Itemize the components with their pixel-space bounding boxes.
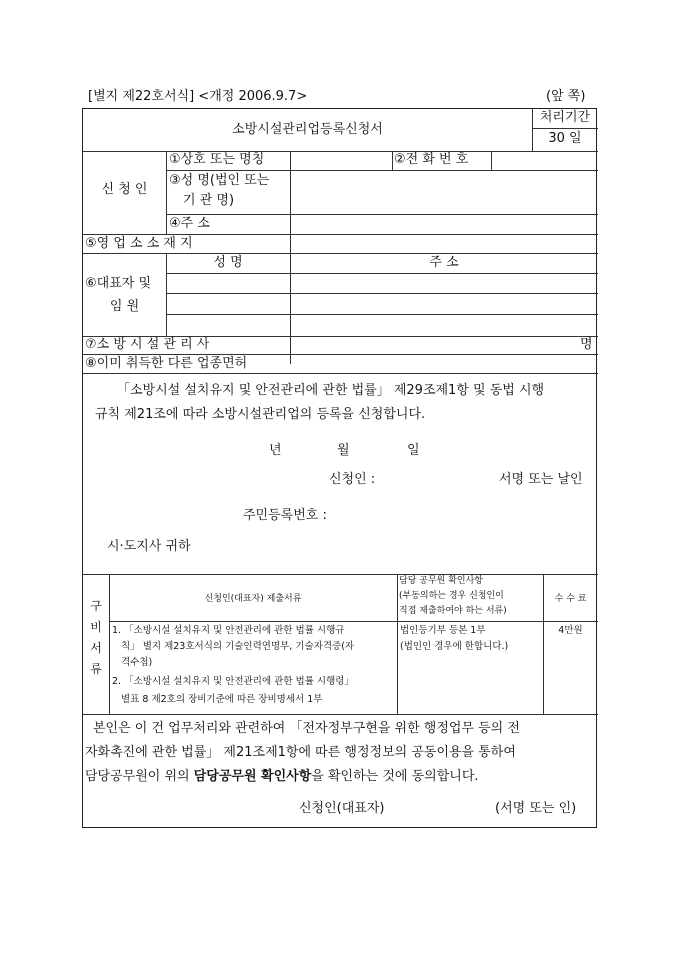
form-title: 소방시설관리업등록신청서 xyxy=(232,122,383,137)
fire-manager-unit: 명 xyxy=(580,337,593,352)
processing-period-value: 30 일 xyxy=(548,131,582,146)
consent-text-post: 을 확인하는 것에 동의합니다. xyxy=(311,769,479,784)
consent-text-pre: 담당공무원이 위의 xyxy=(85,769,194,784)
consent-signer: 신청인(대표자) xyxy=(299,801,385,816)
statement-line-1: 「소방시설 설치유지 및 안전관리에 관한 법률」 제29조제1항 및 동법 시행 xyxy=(117,383,545,398)
resident-number-label: 주민등록번호 : xyxy=(243,508,327,523)
verify-item-1: 법인등기부 등본 1부 xyxy=(400,625,486,636)
applicant-group-label: 신 청 인 xyxy=(101,182,148,197)
fee-header: 수 수 료 xyxy=(554,594,587,604)
submit-doc-line-3: 격수첩) xyxy=(121,657,153,668)
consent-line-2: 자화촉진에 관한 법률」 제21조제1항에 따른 행정정보의 공동이용을 통하여 xyxy=(85,745,516,760)
date-day: 일 xyxy=(407,443,420,458)
consent-line-1: 본인은 이 건 업무처리와 관련하여 「전자정부구현을 위한 행정업무 등의 전 xyxy=(93,721,520,736)
fire-manager-label: ⑦소 방 시 설 관 리 사 xyxy=(85,337,210,352)
representative-label-cont: 임 원 xyxy=(109,299,140,314)
statement-line-2: 규칙 제21조에 따라 소방시설관리업의 등록을 신청합니다. xyxy=(95,407,426,422)
submit-docs-header: 신청인(대표자) 제출서류 xyxy=(204,594,302,604)
office-location-label: ⑤영 업 소 소 재 지 xyxy=(85,236,193,251)
signature-applicant-label: 신청인 : xyxy=(329,472,376,487)
verify-item-2: (법인인 경우에 한합니다.) xyxy=(400,641,509,652)
date-month: 월 xyxy=(337,443,350,458)
application-form xyxy=(82,108,597,828)
address-label: ④주 소 xyxy=(169,216,210,231)
verify-header-2: (부동의하는 경우 신청인이 xyxy=(399,591,504,601)
form-number: [별지 제22호서식] <개정 2006.9.7> xyxy=(88,89,308,104)
representative-label: ⑥대표자 및 xyxy=(85,276,152,291)
consent-line-3 xyxy=(85,765,479,789)
submit-doc-line-4: 2. 「소방시설 설치유지 및 안전관리에 관한 법률 시행령」 xyxy=(112,676,354,687)
applicant-name-label-cont: 기 관 명) xyxy=(183,193,235,208)
processing-period-label: 처리기간 xyxy=(539,110,591,125)
doc-side-label-2: 비 xyxy=(90,620,102,634)
page-side-label: (앞 쪽) xyxy=(546,89,586,104)
recipient: 시·도지사 귀하 xyxy=(107,539,191,554)
signature-type: 서명 또는 날인 xyxy=(499,472,583,487)
fee-value: 4만원 xyxy=(558,625,583,636)
trade-name-label: ①상호 또는 명칭 xyxy=(169,152,265,167)
phone-label: ②전 화 번 호 xyxy=(394,152,469,167)
verify-header-1: 담당 공무원 확인사항 xyxy=(399,576,483,586)
verify-header-3: 직접 제출하여야 하는 서류) xyxy=(399,606,507,616)
submit-doc-line-1: 1. 「소방시설 설치유지 및 안전관리에 관한 법률 시행규 xyxy=(112,625,345,636)
consent-text-bold: 담당공무원 확인사항 xyxy=(193,769,312,784)
date-year: 년 xyxy=(269,443,282,458)
submit-doc-line-5: 별표 8 제2호의 장비기준에 따른 장비명세서 1부 xyxy=(121,694,323,705)
submit-doc-line-2: 칙」 별지 제23호서식의 기술인력연명부, 기술자격증(자 xyxy=(121,641,355,652)
rep-name-column: 성 명 xyxy=(213,255,243,270)
doc-side-label-1: 구 xyxy=(90,599,102,613)
consent-sign-type: (서명 또는 인) xyxy=(495,801,577,816)
doc-side-label-4: 류 xyxy=(90,662,102,676)
rep-address-column: 주 소 xyxy=(429,255,459,270)
other-license-label: ⑧이미 취득한 다른 업종면허 xyxy=(85,356,248,371)
doc-side-label-3: 서 xyxy=(90,641,102,655)
applicant-name-label: ③성 명(법인 또는 xyxy=(169,173,270,188)
